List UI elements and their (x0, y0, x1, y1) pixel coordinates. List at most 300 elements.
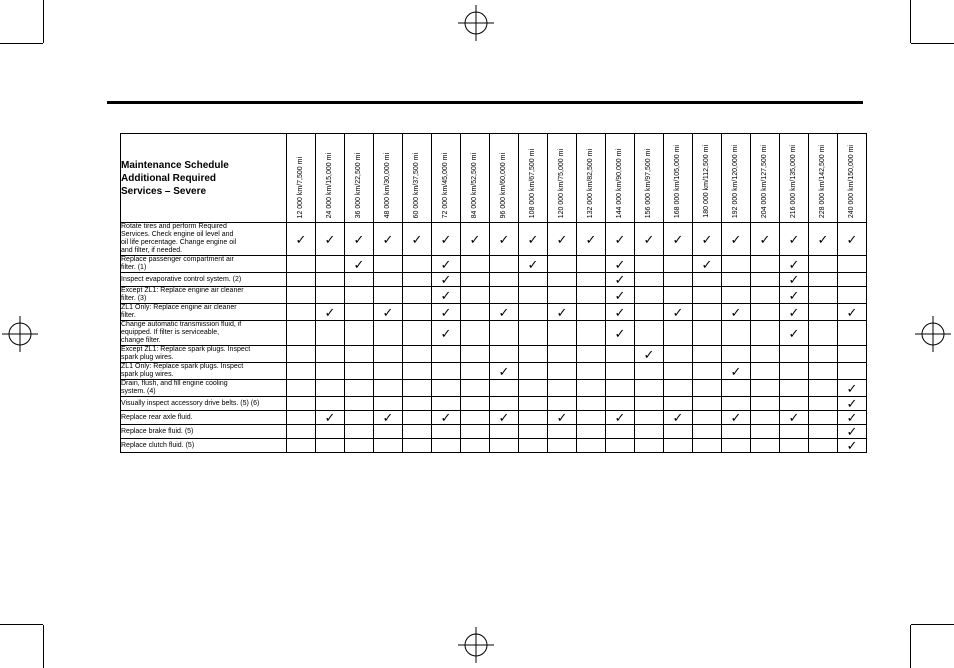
empty-cell (635, 363, 664, 380)
empty-cell (577, 321, 606, 346)
interval-label: 60 000 km/37,500 mi (413, 152, 420, 218)
service-description: Replace brake fluid. (5) (121, 425, 287, 439)
empty-cell (693, 321, 722, 346)
empty-cell (751, 273, 780, 287)
checkmark-cell (635, 223, 664, 256)
interval-header (606, 134, 635, 223)
empty-cell (664, 273, 693, 287)
schedule-title: Maintenance Schedule Additional Required Services – Severe (121, 134, 287, 223)
empty-cell (780, 346, 809, 363)
checkmark-cell (838, 304, 867, 321)
checkmark-cell (316, 223, 345, 256)
empty-cell (374, 287, 403, 304)
empty-cell (403, 321, 432, 346)
empty-cell (548, 363, 577, 380)
interval-label: 204 000 km/127,500 mi (761, 144, 768, 218)
empty-cell (316, 380, 345, 397)
checkmark-cell (838, 397, 867, 411)
empty-cell (316, 363, 345, 380)
interval-label: 84 000 km/52,500 mi (471, 152, 478, 218)
empty-cell (287, 321, 316, 346)
empty-cell (548, 287, 577, 304)
check-icon: ✓ (440, 231, 452, 247)
checkmark-cell (722, 411, 751, 425)
checkmark-cell (548, 223, 577, 256)
interval-label: 192 000 km/120,000 mi (732, 144, 739, 218)
empty-cell (316, 273, 345, 287)
interval-header (722, 134, 751, 223)
checkmark-cell (490, 411, 519, 425)
empty-cell (751, 380, 780, 397)
check-icon: ✓ (614, 287, 626, 303)
checkmark-cell (374, 304, 403, 321)
check-icon: ✓ (643, 231, 655, 247)
checkmark-cell (432, 256, 461, 273)
registration-mark-bottom-icon (456, 625, 496, 665)
checkmark-cell (432, 273, 461, 287)
empty-cell (403, 273, 432, 287)
interval-header (548, 134, 577, 223)
empty-cell (577, 411, 606, 425)
interval-label: 108 000 km/67,500 mi (529, 148, 536, 218)
empty-cell (606, 363, 635, 380)
interval-header (374, 134, 403, 223)
empty-cell (403, 439, 432, 453)
check-icon: ✓ (469, 231, 481, 247)
checkmark-cell (780, 256, 809, 273)
checkmark-cell (722, 304, 751, 321)
empty-cell (519, 363, 548, 380)
empty-cell (548, 273, 577, 287)
empty-cell (577, 304, 606, 321)
checkmark-cell (722, 363, 751, 380)
check-icon: ✓ (585, 231, 597, 247)
checkmark-cell (432, 304, 461, 321)
empty-cell (519, 425, 548, 439)
empty-cell (751, 363, 780, 380)
empty-cell (809, 397, 838, 411)
checkmark-cell (606, 321, 635, 346)
check-icon: ✓ (324, 304, 336, 320)
empty-cell (548, 346, 577, 363)
empty-cell (345, 304, 374, 321)
interval-label: 216 000 km/135,000 mi (790, 144, 797, 218)
checkmark-cell (287, 223, 316, 256)
empty-cell (751, 321, 780, 346)
table-row (121, 273, 867, 287)
check-icon: ✓ (730, 304, 742, 320)
empty-cell (838, 321, 867, 346)
empty-cell (751, 346, 780, 363)
empty-cell (287, 363, 316, 380)
empty-cell (548, 256, 577, 273)
interval-header (751, 134, 780, 223)
check-icon: ✓ (730, 363, 742, 379)
check-icon: ✓ (788, 304, 800, 320)
checkmark-cell (693, 256, 722, 273)
empty-cell (809, 287, 838, 304)
empty-cell (722, 287, 751, 304)
service-description: Replace clutch fluid. (5) (121, 439, 287, 453)
interval-header (490, 134, 519, 223)
empty-cell (780, 363, 809, 380)
empty-cell (316, 321, 345, 346)
table-row (121, 287, 867, 304)
table-row (121, 304, 867, 321)
service-description: Replace rear axle fluid. (121, 411, 287, 425)
table-row (121, 397, 867, 411)
check-icon: ✓ (440, 410, 452, 425)
empty-cell (693, 397, 722, 411)
empty-cell (403, 380, 432, 397)
empty-cell (316, 397, 345, 411)
empty-cell (345, 321, 374, 346)
empty-cell (345, 425, 374, 439)
empty-cell (577, 439, 606, 453)
empty-cell (519, 439, 548, 453)
empty-cell (490, 287, 519, 304)
empty-cell (490, 425, 519, 439)
empty-cell (519, 287, 548, 304)
empty-cell (374, 397, 403, 411)
empty-cell (316, 287, 345, 304)
empty-cell (374, 256, 403, 273)
empty-cell (838, 273, 867, 287)
service-description: Except ZL1: Replace engine air cleaner filter. (3) (121, 287, 287, 304)
check-icon: ✓ (846, 380, 858, 396)
empty-cell (635, 397, 664, 411)
empty-cell (345, 439, 374, 453)
schedule-body (121, 223, 867, 453)
empty-cell (490, 273, 519, 287)
empty-cell (345, 397, 374, 411)
check-icon: ✓ (440, 287, 452, 303)
service-description: Rotate tires and perform Required Services. Check engine oil level and oil life percentage. Change engine oil and filter, if needed. (121, 223, 287, 256)
empty-cell (403, 397, 432, 411)
service-description: Except ZL1: Replace spark plugs. Inspect spark plug wires. (121, 346, 287, 363)
empty-cell (316, 439, 345, 453)
empty-cell (751, 287, 780, 304)
table-row (121, 380, 867, 397)
empty-cell (548, 380, 577, 397)
empty-cell (432, 397, 461, 411)
empty-cell (606, 380, 635, 397)
empty-cell (461, 304, 490, 321)
check-icon: ✓ (382, 304, 394, 320)
empty-cell (374, 273, 403, 287)
interval-header (461, 134, 490, 223)
empty-cell (287, 411, 316, 425)
empty-cell (287, 256, 316, 273)
empty-cell (287, 273, 316, 287)
empty-cell (403, 346, 432, 363)
check-icon: ✓ (556, 231, 568, 247)
check-icon: ✓ (353, 231, 365, 247)
interval-label: 156 000 km/97,500 mi (645, 148, 652, 218)
check-icon: ✓ (846, 424, 858, 439)
empty-cell (693, 273, 722, 287)
empty-cell (664, 287, 693, 304)
empty-cell (693, 346, 722, 363)
checkmark-cell (316, 411, 345, 425)
checkmark-cell (606, 287, 635, 304)
checkmark-cell (780, 223, 809, 256)
empty-cell (490, 380, 519, 397)
empty-cell (751, 439, 780, 453)
empty-cell (519, 397, 548, 411)
interval-label: 24 000 km/15,000 mi (326, 152, 333, 218)
empty-cell (490, 397, 519, 411)
interval-header (403, 134, 432, 223)
empty-cell (780, 380, 809, 397)
empty-cell (287, 425, 316, 439)
empty-cell (635, 304, 664, 321)
empty-cell (838, 363, 867, 380)
check-icon: ✓ (440, 304, 452, 320)
check-icon: ✓ (411, 231, 423, 247)
check-icon: ✓ (324, 231, 336, 247)
empty-cell (432, 346, 461, 363)
empty-cell (287, 304, 316, 321)
check-icon: ✓ (614, 231, 626, 247)
checkmark-cell (316, 304, 345, 321)
empty-cell (693, 439, 722, 453)
interval-header (780, 134, 809, 223)
interval-header (577, 134, 606, 223)
checkmark-cell (635, 346, 664, 363)
table-row (121, 411, 867, 425)
empty-cell (403, 363, 432, 380)
empty-cell (287, 287, 316, 304)
empty-cell (403, 304, 432, 321)
check-icon: ✓ (701, 256, 713, 272)
check-icon: ✓ (382, 231, 394, 247)
interval-label: 48 000 km/30,000 mi (384, 152, 391, 218)
empty-cell (461, 256, 490, 273)
empty-cell (664, 397, 693, 411)
empty-cell (780, 397, 809, 411)
check-icon: ✓ (788, 325, 800, 341)
crop-mark-top-right-h (911, 43, 954, 44)
crop-mark-top-left-v (43, 0, 44, 43)
registration-mark-right-icon (913, 314, 953, 354)
check-icon: ✓ (730, 410, 742, 425)
empty-cell (751, 304, 780, 321)
check-icon: ✓ (527, 231, 539, 247)
interval-header (345, 134, 374, 223)
empty-cell (548, 439, 577, 453)
empty-cell (519, 411, 548, 425)
empty-cell (838, 256, 867, 273)
empty-cell (664, 425, 693, 439)
service-description: Replace passenger compartment air filter. (1) (121, 256, 287, 273)
empty-cell (403, 256, 432, 273)
empty-cell (606, 439, 635, 453)
check-icon: ✓ (440, 256, 452, 272)
checkmark-cell (374, 411, 403, 425)
empty-cell (519, 304, 548, 321)
check-icon: ✓ (701, 231, 713, 247)
empty-cell (635, 273, 664, 287)
interval-header (635, 134, 664, 223)
checkmark-cell (490, 363, 519, 380)
empty-cell (316, 425, 345, 439)
empty-cell (693, 304, 722, 321)
checkmark-cell (490, 304, 519, 321)
checkmark-cell (519, 223, 548, 256)
service-description: Inspect evaporative control system. (2) (121, 273, 287, 287)
check-icon: ✓ (788, 272, 800, 287)
empty-cell (577, 380, 606, 397)
service-description: ZL1 Only: Replace spark plugs. Inspect spark plug wires. (121, 363, 287, 380)
empty-cell (374, 380, 403, 397)
empty-cell (432, 439, 461, 453)
checkmark-cell (519, 256, 548, 273)
empty-cell (461, 425, 490, 439)
checkmark-cell (403, 223, 432, 256)
empty-cell (838, 346, 867, 363)
empty-cell (664, 346, 693, 363)
empty-cell (548, 397, 577, 411)
table-row (121, 439, 867, 453)
empty-cell (780, 425, 809, 439)
interval-header (287, 134, 316, 223)
crop-mark-bottom-right-v (910, 625, 911, 668)
check-icon: ✓ (846, 410, 858, 425)
empty-cell (809, 439, 838, 453)
empty-cell (751, 411, 780, 425)
empty-cell (693, 425, 722, 439)
empty-cell (461, 363, 490, 380)
empty-cell (345, 411, 374, 425)
check-icon: ✓ (527, 256, 539, 272)
check-icon: ✓ (614, 410, 626, 425)
checkmark-cell (606, 223, 635, 256)
empty-cell (577, 273, 606, 287)
empty-cell (577, 346, 606, 363)
empty-cell (345, 273, 374, 287)
check-icon: ✓ (556, 410, 568, 425)
check-icon: ✓ (324, 410, 336, 425)
interval-header (809, 134, 838, 223)
check-icon: ✓ (440, 272, 452, 287)
empty-cell (461, 287, 490, 304)
empty-cell (461, 273, 490, 287)
empty-cell (403, 411, 432, 425)
empty-cell (722, 321, 751, 346)
empty-cell (316, 256, 345, 273)
empty-cell (693, 380, 722, 397)
interval-header (693, 134, 722, 223)
check-icon: ✓ (295, 231, 307, 247)
check-icon: ✓ (643, 346, 655, 362)
empty-cell (664, 363, 693, 380)
interval-label: 228 000 km/142,500 mi (819, 144, 826, 218)
empty-cell (577, 397, 606, 411)
empty-cell (635, 380, 664, 397)
empty-cell (606, 425, 635, 439)
table-row (121, 256, 867, 273)
check-icon: ✓ (846, 304, 858, 320)
interval-label: 12 000 km/7,500 mi (297, 156, 304, 218)
empty-cell (577, 287, 606, 304)
empty-cell (345, 346, 374, 363)
checkmark-cell (432, 287, 461, 304)
check-icon: ✓ (498, 304, 510, 320)
check-icon: ✓ (846, 396, 858, 411)
checkmark-cell (664, 304, 693, 321)
check-icon: ✓ (672, 304, 684, 320)
interval-label: 240 000 km/150,000 mi (848, 144, 855, 218)
table-row (121, 363, 867, 380)
empty-cell (403, 287, 432, 304)
check-icon: ✓ (846, 231, 858, 247)
checkmark-cell (722, 223, 751, 256)
interval-label: 120 000 km/75,000 mi (558, 148, 565, 218)
interval-label: 168 000 km/105,000 mi (674, 144, 681, 218)
empty-cell (635, 256, 664, 273)
empty-cell (606, 346, 635, 363)
checkmark-cell (664, 411, 693, 425)
checkmark-cell (664, 223, 693, 256)
checkmark-cell (606, 304, 635, 321)
empty-cell (432, 380, 461, 397)
check-icon: ✓ (788, 410, 800, 425)
empty-cell (287, 397, 316, 411)
checkmark-cell (345, 256, 374, 273)
table-row (121, 425, 867, 439)
empty-cell (809, 363, 838, 380)
checkmark-cell (432, 321, 461, 346)
empty-cell (722, 346, 751, 363)
checkmark-cell (838, 380, 867, 397)
checkmark-cell (838, 411, 867, 425)
empty-cell (461, 397, 490, 411)
registration-mark-top-icon (456, 3, 496, 43)
empty-cell (722, 380, 751, 397)
empty-cell (722, 273, 751, 287)
checkmark-cell (809, 223, 838, 256)
empty-cell (374, 439, 403, 453)
checkmark-cell (838, 223, 867, 256)
empty-cell (519, 321, 548, 346)
empty-cell (693, 363, 722, 380)
empty-cell (490, 321, 519, 346)
checkmark-cell (780, 273, 809, 287)
check-icon: ✓ (614, 325, 626, 341)
checkmark-cell (606, 273, 635, 287)
check-icon: ✓ (498, 231, 510, 247)
service-description: ZL1 Only: Replace engine air cleaner filter. (121, 304, 287, 321)
empty-cell (606, 397, 635, 411)
empty-cell (374, 346, 403, 363)
empty-cell (809, 321, 838, 346)
empty-cell (577, 363, 606, 380)
empty-cell (809, 380, 838, 397)
service-description: Change automatic transmission fluid, if equipped. If filter is serviceable, change filter. (121, 321, 287, 346)
empty-cell (635, 321, 664, 346)
check-icon: ✓ (498, 363, 510, 379)
checkmark-cell (345, 223, 374, 256)
empty-cell (809, 425, 838, 439)
empty-cell (345, 287, 374, 304)
check-icon: ✓ (614, 272, 626, 287)
empty-cell (722, 256, 751, 273)
interval-label: 96 000 km/60,000 mi (500, 152, 507, 218)
empty-cell (490, 346, 519, 363)
checkmark-cell (432, 223, 461, 256)
check-icon: ✓ (498, 410, 510, 425)
